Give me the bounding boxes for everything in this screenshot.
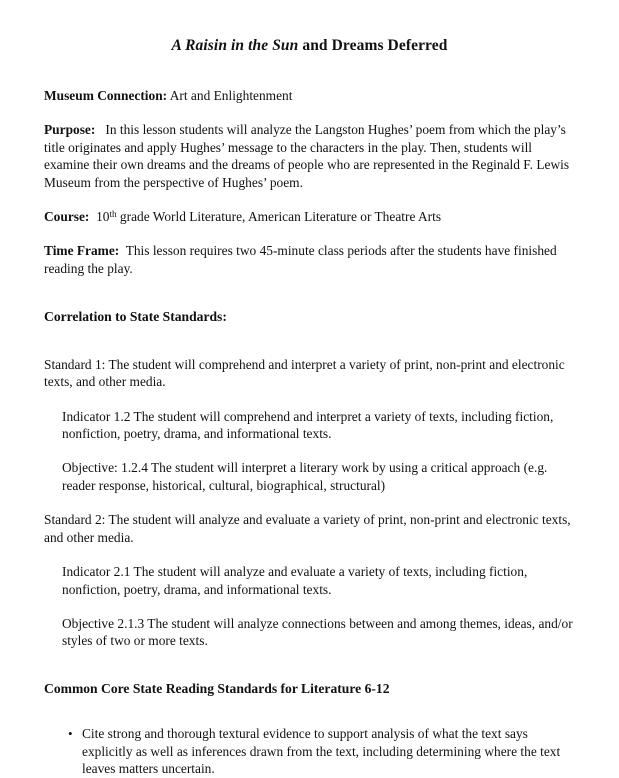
spacer-before-standard-1: [44, 339, 575, 356]
spacer-before-indicator-1-2: [44, 391, 575, 408]
course-label: Course:: [44, 209, 90, 225]
course-ordinal-superscript: th: [109, 209, 117, 220]
spacer-before-objective-2-1-3: [44, 598, 575, 615]
time-frame-label: Time Frame:: [44, 243, 120, 259]
time-frame-value: This lesson requires two 45-minute class periods after the students have finished reading the play.: [44, 243, 561, 276]
purpose-label: Purpose:: [44, 122, 96, 138]
page-title: [44, 0, 575, 56]
list-item-text: Cite strong and thorough textural evidence to support analysis of what the text says explicitly as well as inferences drawn from the text, including determining where the text leaves matters uncertain.: [82, 726, 561, 777]
page-title-plain-segment: and Dreams Deferred: [298, 37, 448, 54]
course-line: [44, 208, 575, 225]
standard-2-paragraph: Standard 2: The student will analyze and evaluate a variety of print, non-print and electronic texts, and other media.: [44, 512, 571, 545]
spacer-before-course: [44, 191, 575, 208]
spacer-before-standard-2: [44, 494, 575, 511]
spacer-after-title: [44, 56, 575, 87]
museum-connection-label: Museum Connection:: [44, 88, 168, 103]
purpose-value: In this lesson students will analyze the Langston Hughes’ poem from which the play’s title originates and apply Hughes’ message to the characters in the play. Then, students will examine their own dreams and the dreams of people who are represented in the Reginald F. Lewis Museum from the perspective of Hughes’ poem.: [44, 122, 573, 190]
course-value-suffix: grade World Literature, American Literature or Theatre Arts: [116, 209, 442, 225]
correlation-heading: Correlation to State Standards:: [44, 308, 227, 324]
list-item: [68, 725, 575, 777]
spacer-before-common-core: [44, 650, 575, 667]
time-frame-paragraph: [44, 242, 575, 277]
common-core-heading: Common Core State Reading Standards for Literature 6-12: [44, 681, 390, 697]
course-value-prefix: 10: [89, 209, 110, 225]
spacer-before-bullet-list: [44, 711, 575, 725]
spacer-before-time-frame: [44, 225, 575, 242]
purpose-paragraph: [44, 121, 575, 191]
museum-connection-line: [44, 87, 575, 104]
museum-connection-value: Art and Enlightenment: [167, 88, 293, 103]
spacer-before-indicator-2-1: [44, 546, 575, 563]
spacer-before-correlation: [44, 277, 575, 294]
spacer-before-objective-1-2-4: [44, 442, 575, 459]
indicator-1-2-paragraph: Indicator 1.2 The student will comprehend and interpret a variety of texts, including fiction, nonfiction, poetry, drama, and informational texts.: [62, 408, 554, 442]
standard-1-paragraph: Standard 1: The student will comprehend and interpret a variety of print, non-print and electronic texts, and other media.: [44, 356, 565, 390]
bullet-icon: •: [68, 726, 73, 742]
objective-1-2-4-paragraph: Objective: 1.2.4 The student will interpret a literary work by using a critical approach (e.g. reader response, historical, cultural, biographical, structural): [62, 460, 548, 493]
indicator-2-1-paragraph: Indicator 2.1 The student will analyze and evaluate a variety of texts, including fiction, nonfiction, poetry, drama, and informational texts.: [62, 564, 528, 597]
page-title-italic-segment: A Raisin in the Sun: [171, 37, 299, 54]
objective-2-1-3-paragraph: Objective 2.1.3 The student will analyze connections between and among themes, ideas, and/or styles of two or more texts.: [62, 615, 573, 649]
spacer-before-purpose: [44, 104, 575, 121]
